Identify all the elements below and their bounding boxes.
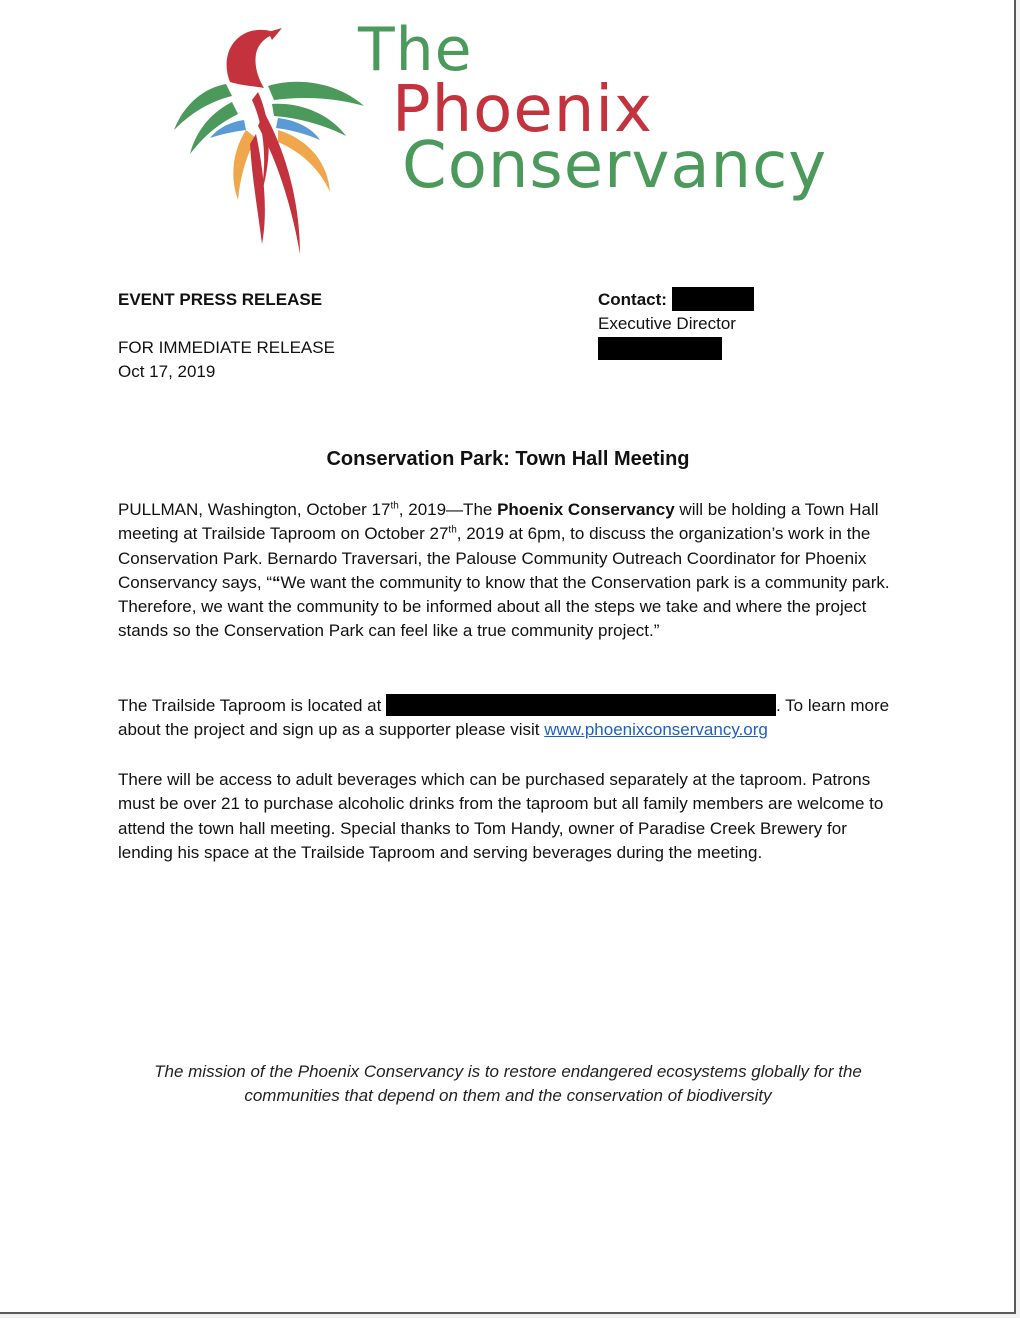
contact-info-redaction: [598, 337, 722, 360]
contact-title: Executive Director: [598, 314, 736, 333]
para1-sup-1: th: [390, 500, 399, 512]
left-green-feather-1: [174, 84, 232, 130]
para1-text-4: , 2019 at 6pm, to discuss the organization’s work in the Conservation Park. Bernardo Traversari, the Palouse Community Outreach Coordinator for Phoenix Conservancy says, “: [118, 524, 871, 592]
event-press-release-label: EVENT PRESS RELEASE: [118, 290, 323, 309]
release-date: Oct 17, 2019: [118, 362, 216, 381]
org-name-bold: Phoenix Conservancy: [497, 500, 675, 519]
logo-word-conservancy: Conservancy: [402, 129, 828, 203]
right-green-feather-1: [268, 82, 364, 106]
para2-text-before: The Trailside Taproom is located at: [118, 696, 387, 715]
para1-text-1: PULLMAN, Washington, October 17: [118, 500, 391, 519]
para1-text-2: , 2019—The: [398, 500, 498, 519]
para1-text-3: will be holding a Town Hall meeting at Trailside Taproom on October 27: [118, 500, 879, 544]
paragraph-announcement: [118, 498, 898, 644]
page-title: Conservation Park: Town Hall Meeting: [326, 448, 690, 470]
immediate-release-label: FOR IMMEDIATE RELEASE: [118, 338, 335, 357]
address-redaction: [386, 694, 776, 716]
website-link[interactable]: www.phoenixconservancy.org: [544, 720, 768, 740]
paragraph-location: [118, 694, 898, 743]
bird-head-shape: [227, 30, 276, 88]
contact-label: Contact:: [598, 290, 667, 309]
mission-statement: [100, 1060, 916, 1108]
tail-red-feather-3: [250, 134, 265, 244]
logo-word-the: The: [358, 15, 473, 85]
mission-line-1: The mission of the Phoenix Conservancy is to restore endangered ecosystems globally for the: [154, 1062, 862, 1081]
paragraph-beverages: There will be access to adult beverages which can be purchased separately at the taproom. Patrons must be over 21 to purchase alcoholic drinks from the taproom but all family members are welcome to attend the town hall meeting. Special thanks to Tom Handy, owner of Paradise Creek Brewery for lending his space at the Trailside Taproom and serving beverages during the meeting.: [118, 770, 884, 862]
logo-word-phoenix: Phoenix: [392, 73, 653, 147]
bird-beak-shape: [268, 28, 282, 40]
page-right-shadow: [1016, 0, 1020, 1318]
contact-name-redaction: [672, 287, 754, 311]
para2-text-after: . To learn more about the project and sign up as a supporter please visit: [118, 696, 890, 740]
para1-text-5: We want the community to know that the Conservation park is a community park. Therefore, we want the community to be informed about all the steps we take and where the project stands so the Conservation Park can feel like a true community project.”: [118, 572, 890, 641]
page-bottom-shadow: [0, 1314, 1020, 1318]
para1-bold-quote: “: [272, 572, 281, 592]
para1-sup-2: th: [448, 524, 457, 536]
mission-line-2: communities that depend on them and the conservation of biodiversity: [244, 1086, 772, 1105]
